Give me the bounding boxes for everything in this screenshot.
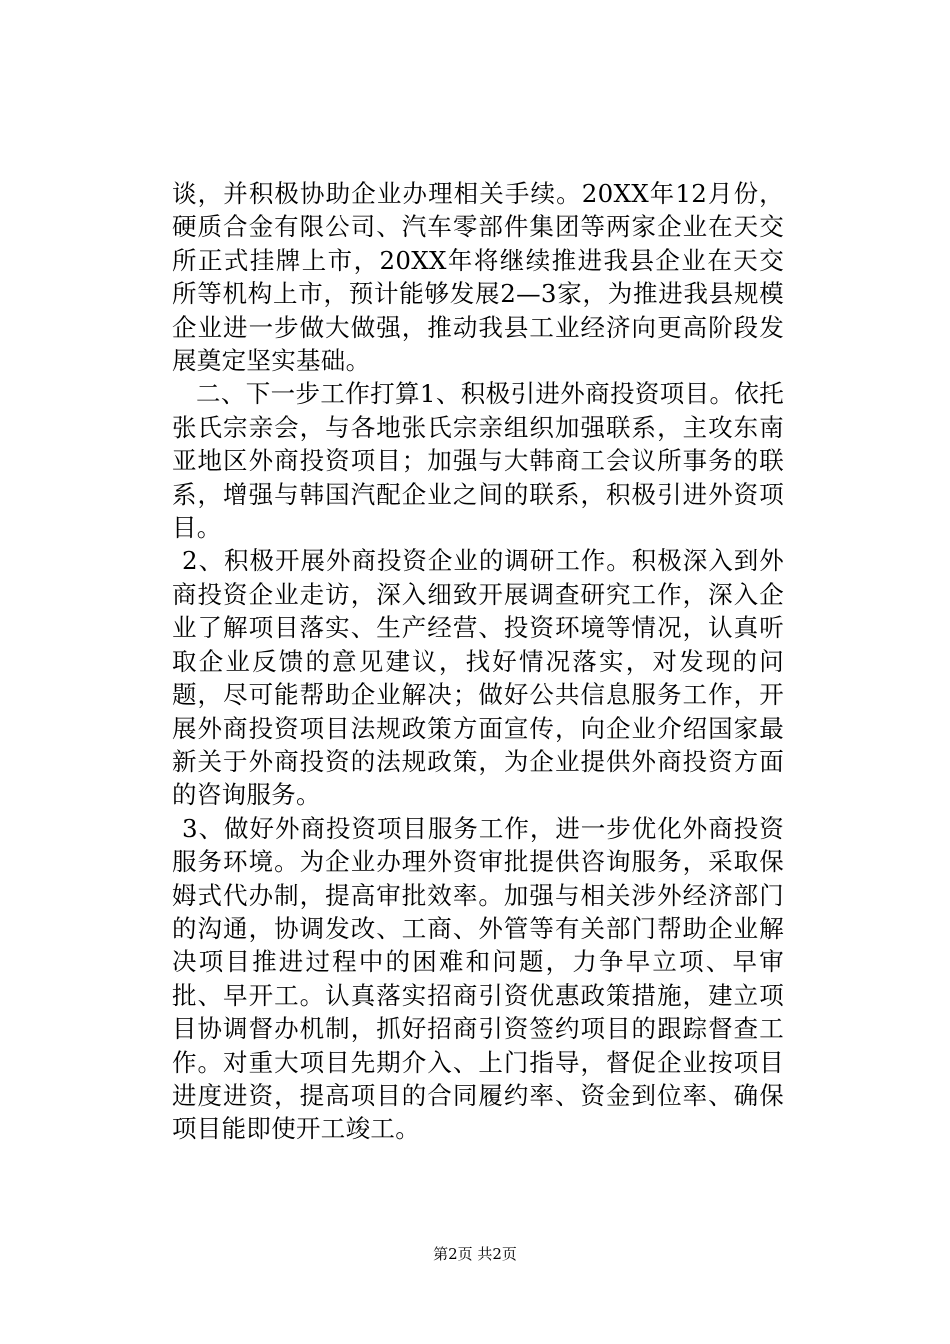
- paragraph-next-steps: 二、下一步工作打算1、积极引进外商投资项目。依托张氏宗亲会，与各地张氏宗亲组织加强联系，主攻东南亚地区外商投资项目；加强与大韩商工会议所事务的联系，增强与韩国汽配企业之间的联系，积极引进外资项目。: [172, 379, 784, 543]
- document-body: [172, 177, 784, 1146]
- paragraph-continuation: 谈，并积极协助企业办理相关手续。20XX年12月份，硬质合金有限公司、汽车零部件集团等两家企业在天交所正式挂牌上市，20XX年将继续推进我县企业在天交所等机构上市，预计能够发展2—3家，为推进我县规模企业进一步做大做强，推动我县工业经济向更高阶段发展奠定坚实基础。: [172, 179, 784, 376]
- paragraph-service: 3、做好外商投资项目服务工作，进一步优化外商投资服务环境。为企业办理外资审批提供咨询服务，采取保姆式代办制，提高审批效率。加强与相关涉外经济部门的沟通，协调发改、工商、外管等有关部门帮助企业解决项目推进过程中的困难和问题，力争早立项、早审批、早开工。认真落实招商引资优惠政策措施，建立项目协调督办机制，抓好招商引资签约项目的跟踪督查工作。对重大项目先期介入、上门指导，督促企业按项目进度进资，提高项目的合同履约率、资金到位率、确保项目能即使开工竣工。: [172, 813, 784, 1144]
- page-footer: [0, 1244, 950, 1264]
- paragraph-research: 2、积极开展外商投资企业的调研工作。积极深入到外商投资企业走访，深入细致开展调查研究工作，深入企业了解项目落实、生产经营、投资环境等情况，认真听取企业反馈的意见建议，找好情况落实，对发现的问题，尽可能帮助企业解决；做好公共信息服务工作，开展外商投资项目法规政策方面宣传，向企业介绍国家最新关于外商投资的法规政策，为企业提供外商投资方面的咨询服务。: [172, 546, 784, 810]
- page-number: 第2页 共2页: [433, 1245, 517, 1263]
